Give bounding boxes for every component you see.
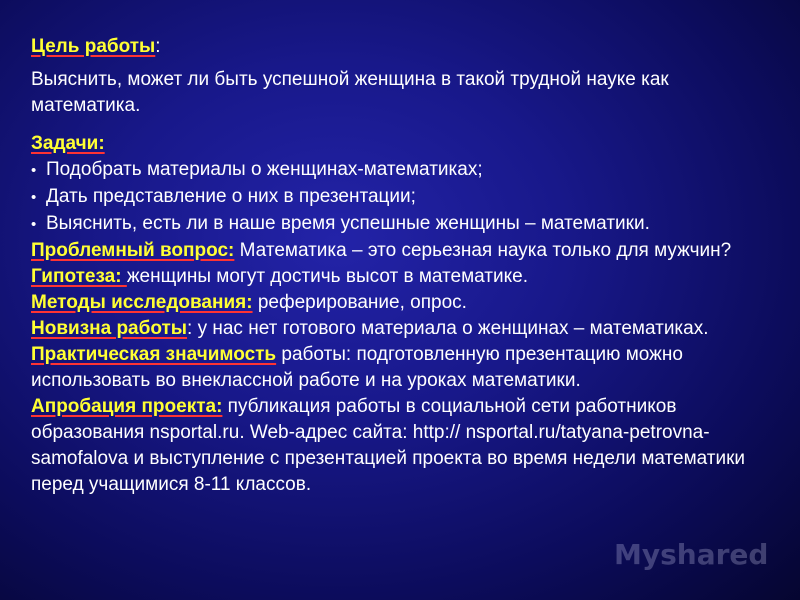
methods-text: реферирование, опрос.: [252, 292, 467, 313]
significance-section: [31, 342, 771, 394]
list-item: [31, 157, 771, 184]
bullet-icon: •: [31, 189, 37, 206]
methods-title: Методы исследования:: [31, 292, 253, 313]
problem-section: [31, 238, 771, 264]
task-text: Дать представление о них в презентации;: [46, 186, 416, 207]
approbation-title: Апробация проекта:: [31, 396, 223, 417]
list-item: [31, 211, 771, 238]
goal-text: Выяснить, может ли быть успешной женщина в такой трудной науке как математика.: [31, 69, 669, 116]
tasks-title: Задачи:: [31, 133, 105, 154]
methods-section: [31, 290, 771, 316]
goal-colon: :: [155, 36, 161, 57]
approbation-text: публикация работы в социальной сети работников образования nsportal.ru. Web-адрес сайта: http:// nsportal.ru/tatyana-petrovna-samofalova и выступление с презентацией проекта во время недели математики перед учащимися 8-11 классов.: [31, 396, 746, 495]
novelty-section: [31, 316, 771, 342]
hypothesis-text: женщины могут достичь высот в математике.: [126, 266, 528, 287]
list-item: [31, 184, 771, 211]
goal-title: Цель работы: [31, 36, 156, 57]
novelty-title: Новизна работы: [31, 318, 188, 339]
watermark-logo: Myshared: [614, 538, 769, 571]
problem-text: Математика – это серьезная наука только для мужчин?: [234, 240, 732, 261]
novelty-text: : у нас нет готового материала о женщинах – математиках.: [187, 318, 709, 339]
goal-heading-line: [31, 34, 771, 60]
bullet-icon: •: [31, 162, 37, 179]
significance-title: Практическая значимость: [31, 344, 277, 365]
slide-content: [31, 34, 771, 498]
task-text: Выяснить, есть ли в наше время успешные женщины – математики.: [46, 213, 650, 234]
significance-text: работы: подготовленную презентацию можно использовать во внеклассной работе и на уроках математики.: [31, 344, 683, 391]
hypothesis-title: Гипотеза:: [31, 266, 127, 287]
tasks-heading-line: [31, 131, 771, 157]
task-text: Подобрать материалы о женщинах-математиках;: [46, 159, 483, 180]
hypothesis-section: [31, 264, 771, 290]
problem-title: Проблемный вопрос:: [31, 240, 235, 261]
bullet-icon: •: [31, 216, 37, 233]
tasks-list: [31, 157, 771, 238]
approbation-section: [31, 394, 771, 498]
